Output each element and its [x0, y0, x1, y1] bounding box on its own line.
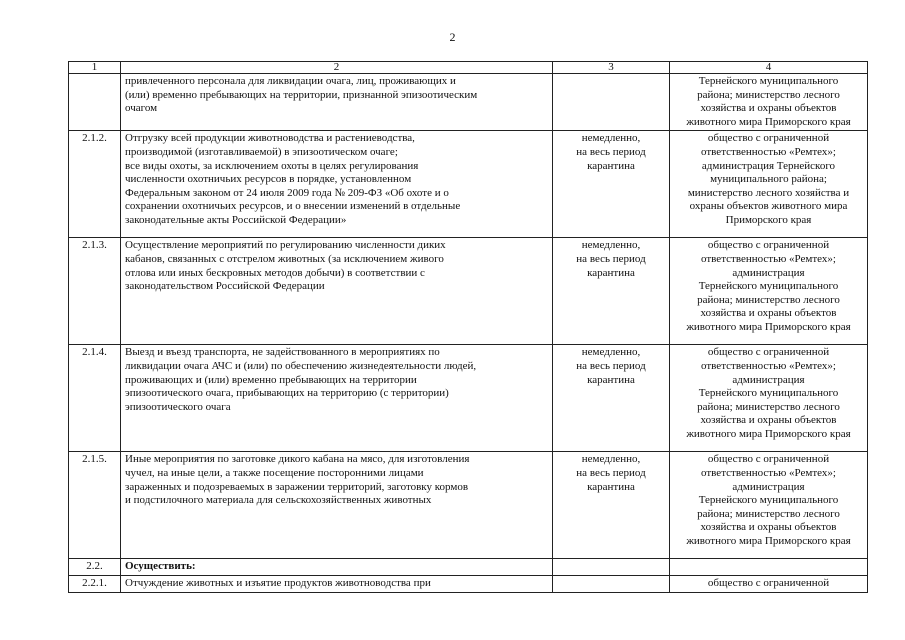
- table-row: [69, 345, 868, 452]
- measure-text: [121, 238, 553, 345]
- measure-text: [121, 452, 553, 559]
- measure-text-line: производимой (изготавливаемой) в эпизоотическом очаге;: [125, 145, 398, 158]
- responsible-cell: [670, 345, 868, 452]
- term-line: на весь период: [576, 252, 646, 265]
- measure-text: [121, 74, 553, 131]
- term-cell: [553, 559, 670, 576]
- measure-text-line: (или) временно пребывающих на территории, признанной эпизоотическим: [125, 88, 478, 101]
- responsible-cell: [670, 131, 868, 238]
- measure-text-line: законодательные акты Российской Федерации»: [125, 213, 347, 226]
- responsible-line: ответственностью «Ремтех»;: [701, 359, 836, 372]
- term-cell: [553, 452, 670, 559]
- responsible-line: муниципального района;: [710, 173, 827, 186]
- responsible-line: администрация: [732, 373, 805, 386]
- measure-text-line: привлеченного персонала для ликвидации очага, лиц, проживающих и: [125, 75, 456, 87]
- term-line: на весь период: [576, 145, 646, 158]
- term-line: немедленно,: [581, 239, 641, 252]
- page-number: 2: [449, 30, 456, 44]
- responsible-line: хозяйства и охраны объектов: [700, 414, 837, 427]
- measure-text: [121, 131, 553, 238]
- item-number: 2.1.4.: [69, 345, 121, 452]
- term-line: на весь период: [576, 466, 646, 479]
- measure-text-line: Федеральным законом от 24 июля 2009 года № 209-ФЗ «Об охоте и о: [125, 186, 449, 199]
- responsible-cell: [670, 74, 868, 131]
- measure-text-line: Выезд и въезд транспорта, не задействованного в мероприятиях по: [125, 346, 440, 359]
- measure-text-line: Осуществить:: [125, 560, 196, 573]
- responsible-line: охраны объектов животного мира: [689, 200, 848, 213]
- responsible-line: администрация Тернейского: [701, 159, 836, 172]
- measure-text-line: очагом: [125, 102, 158, 115]
- table-row: [69, 559, 868, 576]
- term-cell: [553, 238, 670, 345]
- measure-text-line: Отгрузку всей продукции животноводства и растениеводства,: [125, 132, 415, 145]
- responsible-line: животного мира Приморского края: [686, 320, 851, 333]
- responsible-line: района; министерство лесного: [697, 293, 840, 306]
- table-row: [69, 575, 868, 592]
- term-line: карантина: [587, 480, 635, 493]
- responsible-line: общество с ограниченной: [707, 346, 830, 359]
- responsible-line: хозяйства и охраны объектов: [700, 521, 837, 534]
- responsible-cell: [670, 238, 868, 345]
- term-line: на весь период: [576, 359, 646, 372]
- table-row: [69, 238, 868, 345]
- responsible-line: хозяйства и охраны объектов: [700, 307, 837, 320]
- item-number: 2.2.: [69, 559, 121, 576]
- measure-text-line: проживающих и (или) временно пребывающих на территории: [125, 373, 417, 386]
- term-cell: [553, 131, 670, 238]
- responsible-line: ответственностью «Ремтех»;: [701, 252, 836, 265]
- term-line: карантина: [587, 373, 635, 386]
- responsible-line: района; министерство лесного: [697, 507, 840, 520]
- item-number: 2.2.1.: [69, 575, 121, 592]
- responsible-cell: [670, 575, 868, 592]
- measure-text-line: Отчуждение животных и изъятие продуктов животноводства при: [125, 576, 431, 589]
- measure-text: [121, 575, 553, 592]
- responsible-line: района; министерство лесного: [697, 400, 840, 413]
- responsible-line: администрация: [732, 480, 805, 493]
- responsible-cell: [670, 559, 868, 576]
- responsible-line: общество с ограниченной: [707, 453, 830, 466]
- responsible-line: хозяйства и охраны объектов: [700, 102, 837, 115]
- responsible-line: Тернейского муниципального: [698, 494, 839, 507]
- measure-text-line: и подстилочного материала для сельскохозяйственных животных: [125, 494, 432, 507]
- item-number: 2.1.5.: [69, 452, 121, 559]
- item-number: 2.1.3.: [69, 238, 121, 345]
- responsible-line: министерство лесного хозяйства и: [687, 186, 850, 199]
- table-row: [69, 452, 868, 559]
- responsible-line: ответственностью «Ремтех»;: [701, 466, 836, 479]
- term-line: карантина: [587, 159, 635, 172]
- measure-text-line: эпизоотического очага: [125, 400, 231, 413]
- term-line: немедленно,: [581, 453, 641, 466]
- responsible-cell: [670, 452, 868, 559]
- measure-text-line: численности охотничьих ресурсов в порядке, установленном: [125, 173, 412, 186]
- header-col-1: 1: [69, 62, 121, 74]
- responsible-line: ответственностью «Ремтех»;: [701, 145, 836, 158]
- responsible-line: общество с ограниченной: [707, 239, 830, 252]
- responsible-line: общество с ограниченной: [707, 576, 830, 589]
- term-cell: [553, 74, 670, 131]
- measure-text-line: кабанов, связанных с отстрелом животных (за исключением живого: [125, 252, 444, 265]
- measures-table: [68, 61, 868, 593]
- measure-text-line: зараженных и подозреваемых в заражении территорий, заготовку кормов: [125, 480, 469, 493]
- term-cell: [553, 575, 670, 592]
- responsible-line: животного мира Приморского края: [686, 534, 851, 547]
- term-cell: [553, 345, 670, 452]
- responsible-line: Тернейского муниципального: [698, 75, 839, 87]
- responsible-line: района; министерство лесного: [697, 88, 840, 101]
- responsible-line: Тернейского муниципального: [698, 280, 839, 293]
- measure-text-line: Иные мероприятия по заготовке дикого кабана на мясо, для изготовления: [125, 453, 470, 466]
- measure-text-line: ликвидации очага АЧС и (или) по обеспечению жизнедеятельности людей,: [125, 359, 477, 372]
- responsible-line: администрация: [732, 266, 805, 279]
- measure-text-line: сохранении охотничьих ресурсов, и о внесении изменений в отдельные: [125, 200, 461, 213]
- measure-text-line: все виды охоты, за исключением охоты в целях регулирования: [125, 159, 419, 172]
- responsible-line: животного мира Приморского края: [686, 115, 851, 128]
- term-line: немедленно,: [581, 346, 641, 359]
- item-number: [69, 74, 121, 131]
- measure-text-line: чучел, на иные цели, а также посещение посторонними лицами: [125, 466, 424, 479]
- term-line: немедленно,: [581, 132, 641, 145]
- table-row: [69, 74, 868, 131]
- measure-text: [121, 559, 553, 576]
- measure-text-line: Осуществление мероприятий по регулированию численности диких: [125, 239, 446, 252]
- responsible-line: Тернейского муниципального: [698, 387, 839, 400]
- header-col-3: 3: [553, 62, 670, 74]
- responsible-line: общество с ограниченной: [707, 132, 830, 145]
- responsible-line: Приморского края: [725, 213, 812, 226]
- item-number: 2.1.2.: [69, 131, 121, 238]
- measure-text: [121, 345, 553, 452]
- measure-text-line: эпизоотического очага, прибывающих на территорию (с территории): [125, 387, 449, 400]
- table-header-row: [69, 62, 868, 74]
- table-row: [69, 131, 868, 238]
- measure-text-line: отлова или иных бескровных методов добычи) в соответствии с: [125, 266, 425, 279]
- header-col-4: 4: [670, 62, 868, 74]
- term-line: карантина: [587, 266, 635, 279]
- responsible-line: животного мира Приморского края: [686, 427, 851, 440]
- measure-text-line: законодательством Российской Федерации: [125, 280, 325, 293]
- header-col-2: 2: [121, 62, 553, 74]
